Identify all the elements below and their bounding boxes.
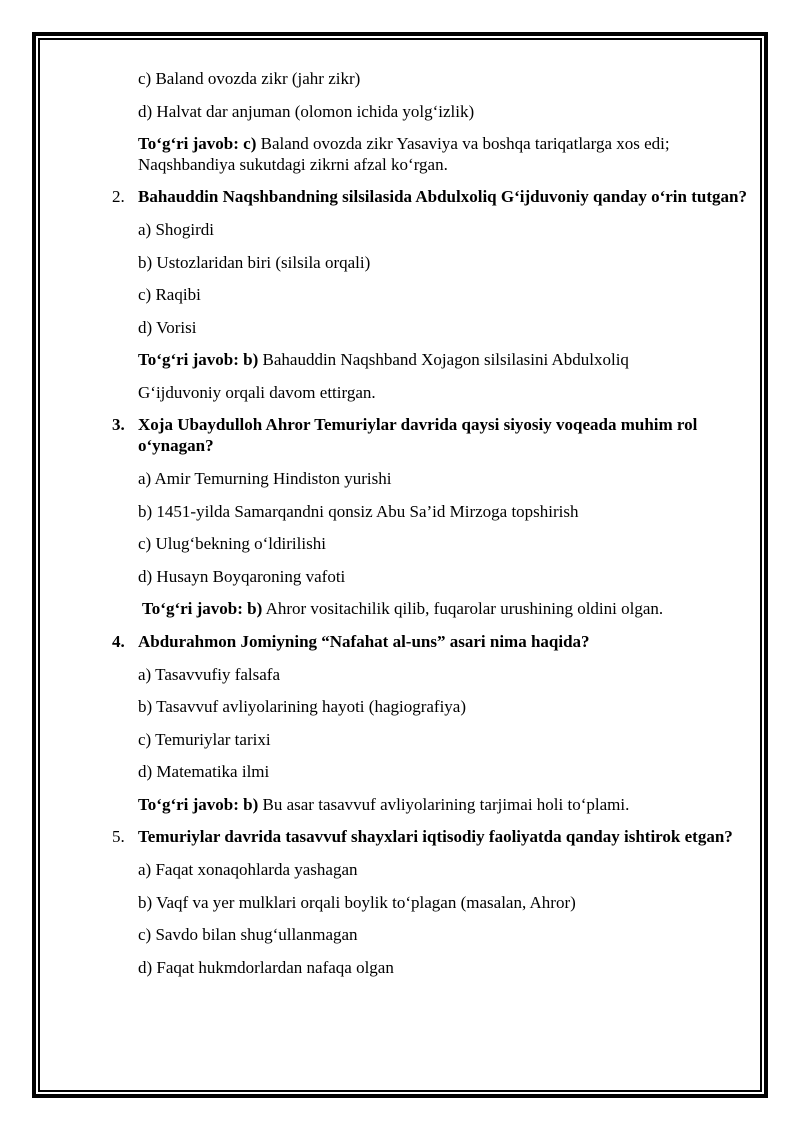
option-a: a) Tasavvufiy falsafa (138, 664, 280, 684)
question-number: 3. (112, 415, 125, 434)
option-b: b) Tasavvuf avliyolarining hayoti (hagiografiya) (138, 697, 467, 716)
option-a: a) Shogirdi (138, 220, 215, 239)
question-text: Temuriylar davrida tasavvuf shayxlari iqtisodiy faoliyatda qanday ishtirok etgan? (138, 827, 733, 846)
option-d: d) Matematika ilmi (138, 762, 270, 781)
option-c: c) Temuriylar tarixi (138, 729, 271, 749)
option-d: d) Halvat dar anjuman (olomon ichida yolg‘izlik) (138, 101, 475, 121)
option-a: a) Faqat xonaqohlarda yashagan (138, 860, 358, 879)
answer-text: Ahror vositachilik qilib, fuqarolar urushining oldini olgan. (262, 599, 664, 618)
question-number: 4. (112, 631, 125, 651)
quiz-content (100, 68, 750, 989)
correct-answer (138, 794, 750, 827)
question-text: Xoja Ubaydulloh Ahror Temuriylar davrida qaysi siyosiy voqeada muhim rol o‘ynagan? (138, 415, 698, 455)
option-c: c) Baland ovozda zikr (jahr zikr) (138, 69, 361, 88)
option-c: c) Savdo bilan shug‘ullanmagan (138, 925, 358, 944)
answer-label: To‘g‘ri javob: b) (142, 599, 263, 618)
option-b: b) Ustozlaridan biri (silsila orqali) (138, 252, 371, 272)
option-a: a) Amir Temurning Hindiston yurishi (138, 469, 392, 488)
question-number: 2. (112, 187, 125, 206)
question-5 (100, 826, 750, 847)
question-text: Bahauddin Naqshbandning silsilasida Abdulxoliq G‘ijduvoniy qanday o‘rin tutgan? (138, 187, 747, 206)
question-text: Abdurahmon Jomiyning “Nafahat al-uns” asari nima haqida? (138, 631, 590, 651)
answer-label: To‘g‘ri javob: c) (138, 134, 257, 153)
option-c: c) Ulug‘bekning o‘ldirilishi (138, 534, 326, 553)
question-number: 5. (112, 827, 125, 846)
question-4 (100, 631, 750, 652)
question-2 (100, 186, 750, 207)
option-d: d) Husayn Boyqaroning vafoti (138, 566, 346, 586)
answer-text: Baland ovozda zikr Yasaviya va boshqa tariqatlarga xos edi; Naqshbandiya sukutdagi zikrni afzal ko‘rgan. (138, 134, 670, 174)
answer-label: To‘g‘ri javob: b) (138, 350, 259, 369)
answer-text: Bahauddin Naqshband Xojagon silsilasini Abdulxoliq (258, 350, 629, 369)
correct-answer (138, 133, 750, 175)
correct-answer (138, 349, 750, 382)
answer-text-continued: G‘ijduvoniy orqali davom ettirgan. (138, 382, 376, 402)
option-d: d) Vorisi (138, 317, 197, 337)
option-d: d) Faqat hukmdorlardan nafaqa olgan (138, 957, 394, 977)
option-c: c) Raqibi (138, 285, 201, 304)
answer-label: To‘g‘ri javob: b) (138, 794, 259, 814)
answer-text: Bu asar tasavvuf avliyolarining tarjimai holi to‘plami. (258, 794, 630, 814)
correct-answer (142, 598, 750, 631)
option-b: b) Vaqf va yer mulklari orqali boylik to‘plagan (masalan, Ahror) (138, 892, 576, 912)
option-b: b) 1451-yilda Samarqandni qonsiz Abu Sa’id Mirzoga topshirish (138, 501, 579, 521)
question-3 (100, 414, 750, 456)
